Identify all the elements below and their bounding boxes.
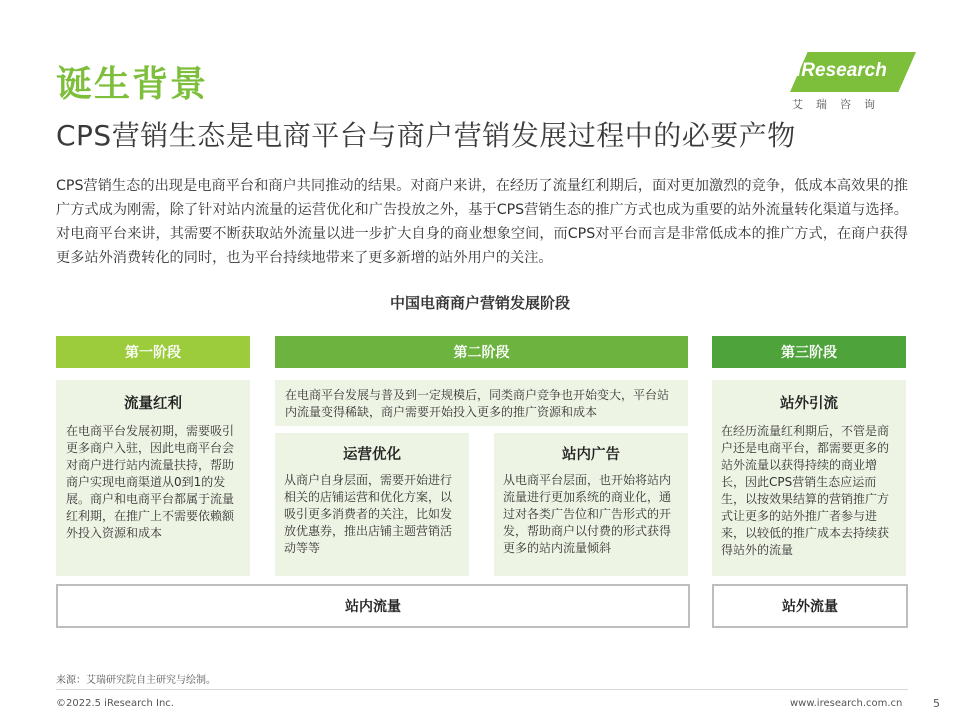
logo-cn-text: 艾瑞咨询 bbox=[792, 98, 888, 111]
stage3-card-body: 在经历流量红利期后，不管是商户还是电商平台，都需要更多的站外流量以获得持续的商业增长，因此CPS营销生态应运而生，以按效果结算的营销推广方式让更多的站外推广者参与进来，以较低的推广成本去持续获得站外的流量 bbox=[721, 424, 890, 557]
stage2-sub1-body: 从商户自身层面，需要开始进行相关的店铺运营和优化方案，以吸引更多消费者的关注，比如发放优惠券，推出店铺主题营销活动等等 bbox=[284, 473, 453, 555]
stage2-sub1-title: 运营优化 bbox=[343, 447, 401, 463]
stage1-card-body: 在电商平台发展初期，需要吸引更多商户入驻，因此电商平台会对商户进行站内流量扶持，帮助商户实现电商渠道从0到1的发展。商户和电商平台都属于流量红利期，在推广上不需要依赖额外投入资源和成本 bbox=[66, 424, 235, 540]
stage3-card-title: 站外引流 bbox=[780, 396, 838, 412]
onsite-traffic-box: 站内流量 bbox=[56, 584, 690, 628]
offsite-traffic-box: 站外流量 bbox=[712, 584, 908, 628]
stage2-summary: 在电商平台发展与普及到一定规模后，同类商户竞争也开始变大，平台站内流量变得稀缺，商户需要开始投入更多的推广资源和成本 bbox=[285, 388, 670, 419]
stage3-card bbox=[712, 380, 906, 576]
source-note: 来源：艾瑞研究院自主研究与绘制。 bbox=[56, 675, 216, 686]
diagram-title: 中国电商商户营销发展阶段 bbox=[389, 294, 570, 312]
page-subtitle: CPS营销生态是电商平台与商户营销发展过程中的必要产物 bbox=[56, 119, 796, 152]
stage2-header: 第二阶段 bbox=[275, 336, 688, 368]
copyright: ©2022.5 iResearch Inc. bbox=[56, 698, 174, 709]
stage2-sub1-card bbox=[275, 433, 469, 576]
stage2-sub2-title: 站内广告 bbox=[562, 447, 620, 463]
page-number: 5 bbox=[933, 697, 940, 710]
stage1-header: 第一阶段 bbox=[56, 336, 250, 368]
iresearch-logo bbox=[770, 52, 916, 112]
page-title: 诞生背景 bbox=[56, 64, 209, 105]
footer-divider bbox=[56, 689, 908, 690]
stage2-sub2-body: 从电商平台层面，也开始将站内流量进行更加系统的商业化，通过对各类广告位和广告形式的开发，帮助商户以付费的形式获得更多的站内流量倾斜 bbox=[503, 473, 672, 555]
stage2-summary-box bbox=[275, 380, 688, 426]
website-link: www.iresearch.com.cn bbox=[790, 698, 903, 709]
logo-brand-text: iResearch bbox=[796, 60, 887, 81]
stage1-card bbox=[56, 380, 250, 576]
stage3-header: 第三阶段 bbox=[712, 336, 906, 368]
intro-paragraph: CPS营销生态的出现是电商平台和商户共同推动的结果。对商户来讲，在经历了流量红利期后，面对更加激烈的竞争，低成本高效果的推广方式成为刚需，除了针对站内流量的运营优化和广告投放之外，基于CPS营销生态的推广方式也成为重要的站外流量转化渠道与选择。对电商平台来讲，其需要不断获取站外流量以进一步扩大自身的商业想象空间，而CPS对平台而言是非常低成本的推广方式，在商户获得更多站外消费转化的同时，也为平台持续地带来了更多新增的站外用户的关注。 bbox=[56, 178, 908, 266]
stage2-sub2-card bbox=[494, 433, 688, 576]
stage1-card-title: 流量红利 bbox=[124, 396, 182, 412]
